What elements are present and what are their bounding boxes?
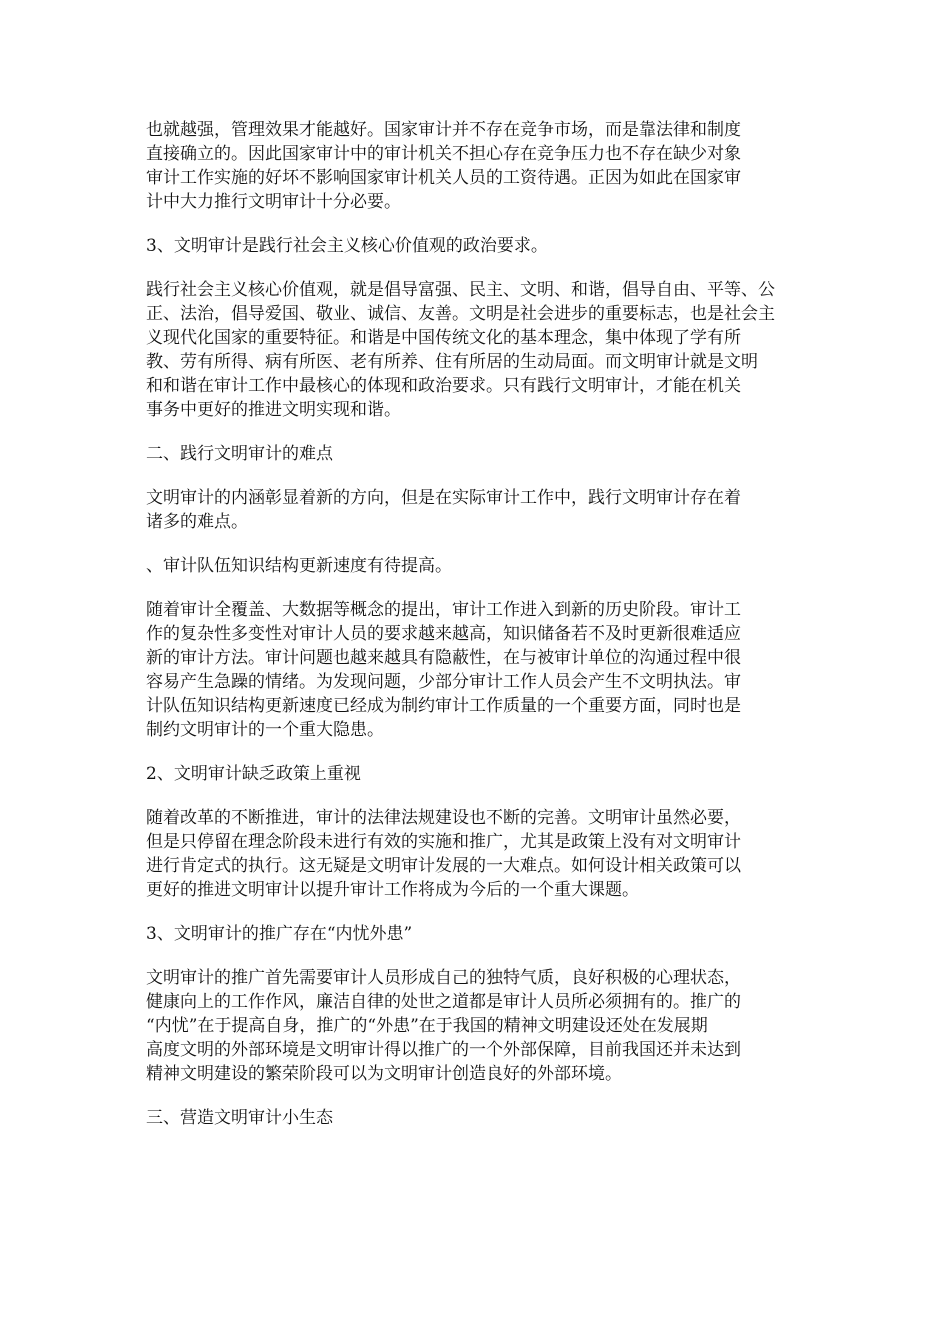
section-heading xyxy=(146,1106,814,1130)
text-line: 事务中更好的推进文明实现和谐。 xyxy=(146,400,401,420)
text-line: 精神文明建设的繁荣阶段可以为文明审计创造良好的外部环境。 xyxy=(146,1064,622,1084)
paragraph xyxy=(146,806,814,902)
heading-text: 二、践行文明审计的难点 xyxy=(146,444,333,464)
text-line: 计队伍知识结构更新速度已经成为制约审计工作质量的一个重要方面，同时也是 xyxy=(146,696,741,716)
paragraph xyxy=(146,598,814,742)
text-line: 计中大力推行文明审计十分必要。 xyxy=(146,192,401,212)
text-line: 随着改革的不断推进，审计的法律法规建设也不断的完善。文明审计虽然必要， xyxy=(146,808,741,828)
text-line: 文明审计的推广首先需要审计人员形成自己的独特气质，良好积极的心理状态， xyxy=(146,968,741,988)
paragraph xyxy=(146,278,814,422)
text-line: 制约文明审计的一个重大隐患。 xyxy=(146,720,384,740)
paragraph xyxy=(146,966,814,1086)
section-heading xyxy=(146,922,814,946)
text-line: 正、法治，倡导爱国、敬业、诚信、友善。文明是社会进步的重要标志，也是社会主 xyxy=(146,304,775,324)
text-line: 诸多的难点。 xyxy=(146,512,248,532)
section-heading xyxy=(146,762,814,786)
text-line: 容易产生急躁的情绪。为发现问题，少部分审计工作人员会产生不文明执法。审 xyxy=(146,672,741,692)
text-line: 新的审计方法。审计问题也越来越具有隐蔽性，在与被审计单位的沟通过程中很 xyxy=(146,648,741,668)
text-line: 但是只停留在理念阶段未进行有效的实施和推广，尤其是政策上没有对文明审计 xyxy=(146,832,741,852)
section-heading xyxy=(146,554,814,578)
heading-text: 3、文明审计是践行社会主义核心价值观的政治要求。 xyxy=(146,236,548,256)
paragraph xyxy=(146,486,814,534)
text-line: 和和谐在审计工作中最核心的体现和政治要求。只有践行文明审计，才能在机关 xyxy=(146,376,741,396)
text-line: 也就越强，管理效果才能越好。国家审计并不存在竞争市场，而是靠法律和制度 xyxy=(146,120,741,140)
text-line: 直接确立的。因此国家审计中的审计机关不担心存在竞争压力也不存在缺少对象 xyxy=(146,144,741,164)
text-line: 教、劳有所得、病有所医、老有所养、住有所居的生动局面。而文明审计就是文明 xyxy=(146,352,758,372)
heading-text: 、审计队伍知识结构更新速度有待提高。 xyxy=(146,556,452,576)
document-body xyxy=(146,118,814,1150)
text-line: 践行社会主义核心价值观，就是倡导富强、民主、文明、和谐，倡导自由、平等、公 xyxy=(146,280,775,300)
text-line: 进行肯定式的执行。这无疑是文明审计发展的一大难点。如何设计相关政策可以 xyxy=(146,856,741,876)
text-line: 义现代化国家的重要特征。和谐是中国传统文化的基本理念，集中体现了学有所 xyxy=(146,328,741,348)
section-heading xyxy=(146,442,814,466)
heading-text: 3、文明审计的推广存在“内忧外患” xyxy=(146,924,413,944)
text-line: 审计工作实施的好坏不影响国家审计机关人员的工资待遇。正因为如此在国家审 xyxy=(146,168,741,188)
text-line: 随着审计全覆盖、大数据等概念的提出，审计工作进入到新的历史阶段。审计工 xyxy=(146,600,741,620)
section-heading xyxy=(146,234,814,258)
paragraph xyxy=(146,118,814,214)
heading-text: 三、营造文明审计小生态 xyxy=(146,1108,333,1128)
text-line: 高度文明的外部环境是文明审计得以推广的一个外部保障，目前我国还并未达到 xyxy=(146,1040,741,1060)
text-line: “内忧”在于提高自身，推广的“外患”在于我国的精神文明建设还处在发展期 xyxy=(146,1016,708,1036)
heading-text: 2、文明审计缺乏政策上重视 xyxy=(146,764,361,784)
text-line: 文明审计的内涵彰显着新的方向，但是在实际审计工作中，践行文明审计存在着 xyxy=(146,488,741,508)
text-line: 健康向上的工作作风，廉洁自律的处世之道都是审计人员所必须拥有的。推广的 xyxy=(146,992,741,1012)
text-line: 作的复杂性多变性对审计人员的要求越来越高，知识储备若不及时更新很难适应 xyxy=(146,624,741,644)
text-line: 更好的推进文明审计以提升审计工作将成为今后的一个重大课题。 xyxy=(146,880,639,900)
